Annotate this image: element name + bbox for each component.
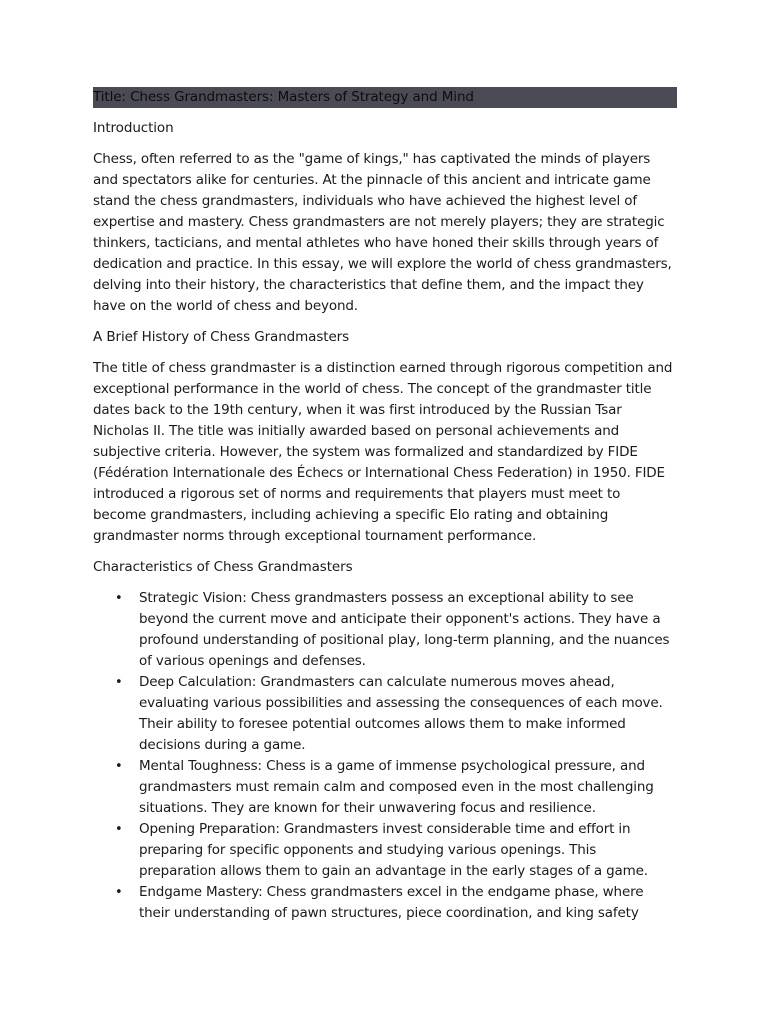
list-item-text: Mental Toughness: Chess is a game of immense psychological pressure, and grandmasters must remain calm and composed even in the most challenging situations. They are known for their unwavering focus and resilience. <box>139 758 654 816</box>
list-item <box>93 882 677 924</box>
list-item <box>93 819 677 882</box>
intro-paragraph: Chess, often referred to as the "game of kings," has captivated the minds of players and spectators alike for centuries. At the pinnacle of this ancient and intricate game stand the chess grandmasters, individuals who have achieved the highest level of expertise and mastery. Chess grandmasters are not merely players; they are strategic thinkers, tacticians, and mental athletes who have honed their skills through years of dedication and practice. In this essay, we will explore the world of chess grandmasters, delving into their history, the characteristics that define them, and the impact they have on the world of chess and beyond. <box>93 151 672 314</box>
list-item <box>93 672 677 756</box>
document-page <box>93 87 677 924</box>
history-paragraph: The title of chess grandmaster is a distinction earned through rigorous competition and exceptional performance in the world of chess. The concept of the grandmaster title dates back to the 19th century, when it was first introduced by the Russian Tsar Nicholas II. The title was initially awarded based on personal achievements and subjective criteria. However, the system was formalized and standardized by FIDE (Fédération Internationale des Échecs or International Chess Federation) in 1950. FIDE introduced a rigorous set of norms and requirements that players must meet to become grandmasters, including achieving a specific Elo rating and obtaining grandmaster norms through exceptional tournament performance. <box>93 360 673 544</box>
bullet-icon: • <box>115 885 123 900</box>
list-item-text: Deep Calculation: Grandmasters can calculate numerous moves ahead, evaluating various possibilities and assessing the consequences of each move. Their ability to foresee potential outcomes allows them to make informed decisions during a game. <box>139 674 663 753</box>
document-title: Title: Chess Grandmasters: Masters of Strategy and Mind <box>93 87 677 108</box>
list-item-text: Strategic Vision: Chess grandmasters possess an exceptional ability to see beyond the current move and anticipate their opponent's actions. They have a profound understanding of positional play, long-term planning, and the nuances of various openings and defenses. <box>139 590 670 669</box>
history-heading: A Brief History of Chess Grandmasters <box>93 329 350 345</box>
list-item <box>93 756 677 819</box>
bullet-icon: • <box>115 591 123 606</box>
list-item-text: Endgame Mastery: Chess grandmasters excel in the endgame phase, where their understanding of pawn structures, piece coordination, and king safety <box>139 884 644 921</box>
characteristics-heading: Characteristics of Chess Grandmasters <box>93 559 353 575</box>
bullet-icon: • <box>115 822 123 837</box>
intro-heading: Introduction <box>93 120 174 136</box>
bullet-icon: • <box>115 759 123 774</box>
list-item-text: Opening Preparation: Grandmasters invest considerable time and effort in preparing for specific opponents and studying various openings. This preparation allows them to gain an advantage in the early stages of a game. <box>139 821 648 879</box>
list-item <box>93 588 677 672</box>
bullet-icon: • <box>115 675 123 690</box>
characteristics-list <box>93 588 677 924</box>
